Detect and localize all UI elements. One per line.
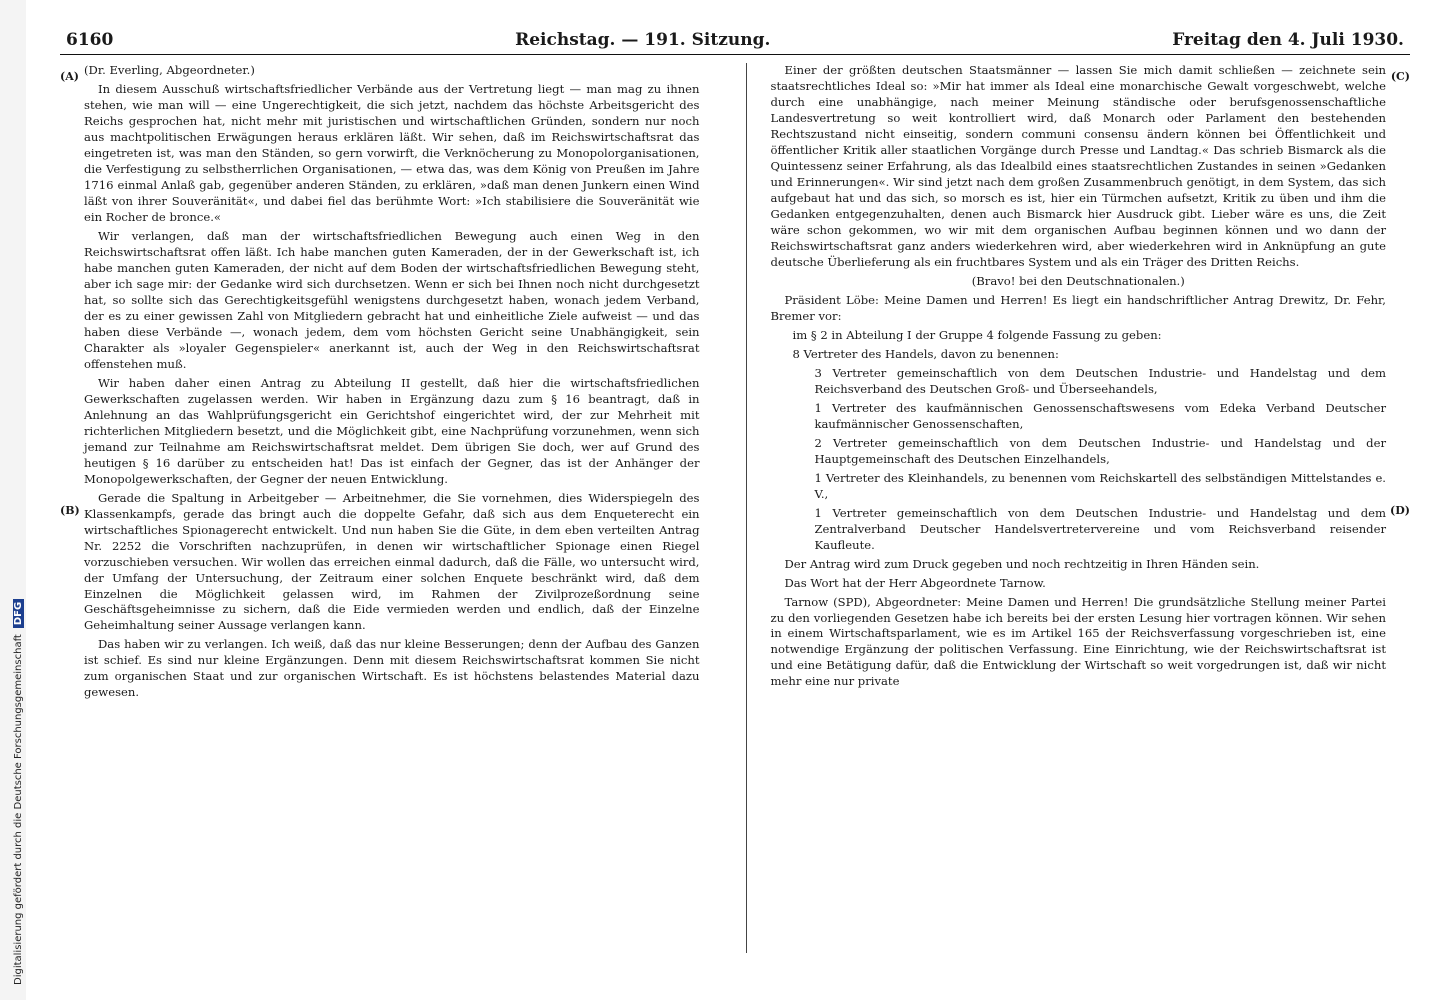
motion-item: 1 Vertreter des kaufmännischen Genossenschaftswesens vom Edeka Verband Deutscher kaufmännischer Genossenschaften, (814, 400, 1386, 431)
margin-marker-b: (B) (60, 504, 80, 517)
right-column (746, 63, 1411, 953)
print-note: Der Antrag wird zum Druck gegeben und noch rechtzeitig in Ihren Händen sein. (784, 556, 1260, 571)
page-number: 6160 (66, 30, 114, 50)
funding-credit (13, 599, 24, 985)
motion-item: 3 Vertreter gemeinschaftlich von dem Deutschen Industrie- und Handelstag und dem Reichsverband des Deutschen Groß- und Überseehandels, (814, 365, 1386, 396)
dfg-logo: DFG (13, 599, 24, 628)
paragraph: Das haben wir zu verlangen. Ich weiß, daß das nur kleine Besserungen; denn der Aufbau des Ganzen ist schief. Es sind nur kleine Ergänzungen. Denn mit diesem Reichswirtschaftsrat kommen Sie nicht zum organischen Staat und zur organischen Wirtschaft. Es ist höchstens belastendes Material dazu gewesen. (84, 637, 700, 700)
digitization-sidebar (0, 0, 26, 1000)
margin-marker-c: (C) (1390, 70, 1410, 83)
applause-note: (Bravo! bei den Deutschnationalen.) (971, 273, 1185, 288)
session-date: Freitag den 4. Juli 1930. (1172, 30, 1404, 50)
president-statement: Präsident Löbe: Meine Damen und Herren! Es liegt ein handschriftlicher Antrag Drewitz, Dr. Fehr, Bremer vor: (770, 292, 1386, 323)
paragraph: In diesem Ausschuß wirtschaftsfriedlicher Verbände aus der Vertretung liegt — man mag zu ihnen stehen, wie man will — eine Ungerechtigkeit, die sich jetzt, nachdem das höchste Arbeitsgericht des Reichs gesprochen hat, nicht mehr mit juristischen und wirtschaftlichen Gründen, sondern nur noch aus machtpolitischen Erwägungen heraus erklären läßt. Wir sehen, daß im Reichswirtschaftsrat das eingetreten ist, was man den Ständen, so gern vorwirft, die Verknöcherung zu Monopolorganisationen, die Verfestigung zu selbstherrlichen Organisationen, — etwa das, was dem König von Preußen im Jahre 1716 einmal Anlaß gab, gegenüber anderen Ständen, zu erklären, »daß man denen Junkern einen Wind läßt von ihrer Souveränität«, und dabei fiel das berühmte Wort: »Ich stabilisiere die Souveränität wie ein Rocher de bronce.« (84, 81, 700, 224)
speaker-line: (Dr. Everling, Abgeordneter.) (84, 63, 255, 77)
page-title: Reichstag. — 191. Sitzung. (515, 30, 771, 50)
margin-marker-d: (D) (1390, 504, 1410, 517)
document-page (60, 30, 1410, 970)
motion-lead: im § 2 in Abteilung I der Gruppe 4 folgende Fassung zu geben: (792, 327, 1162, 342)
margin-marker-a: (A) (60, 70, 79, 83)
funding-credit-text: Digitalisierung gefördert durch die Deutsche Forschungsgemeinschaft (13, 634, 24, 985)
left-column (60, 63, 724, 953)
motion-item: 1 Vertreter gemeinschaftlich von dem Deutschen Industrie- und Handelstag und dem Zentralverband Deutscher Handelsvertretervereine und vom Reichsverband reisender Kaufleute. (814, 505, 1386, 552)
paragraph: Wir verlangen, daß man der wirtschaftsfriedlichen Bewegung auch einen Weg in den Reichswirtschaftsrat offen läßt. Ich habe manchen guten Kameraden, der in der Gewerkschaft ist, ich habe manchen guten Kameraden, der nicht auf dem Boden der wirtschaftsfriedlichen Bewegung steht, aber ich sage mir: der Gedanke wird sich durchsetzen. Wenn er sich bei Ihnen noch nicht durchgesetzt hat, so sollte sich das Gerechtigkeitsgefühl wenigstens durchgesetzt haben, wonach jedem Verband, der es zu einer gewissen Zahl von Mitgliedern gebracht hat und einheitliche Ziele aufweist — und das haben diese Verbände —, wonach jedem, dem vom höchsten Gericht seine Unabhängigkeit, sein Charakter als »loyaler Gegenspieler« anerkannt ist, auch der Weg in den Reichswirtschaftsrat offenstehen muß. (84, 228, 700, 371)
paragraph: Einer der größten deutschen Staatsmänner — lassen Sie mich damit schließen — zeichnete sein staatsrechtliches Ideal so: »Mir hat immer als Ideal eine monarchische Gewalt vorgeschwebt, welche durch eine unabhängige, nach meiner Meinung ständische oder berufsgenossenschaftliche Landesvertretung so weit kontrolliert wird, daß Monarch oder Parlament den bestehenden Rechtszustand nicht einseitig, sondern communi consensu ändern können bei Öffentlichkeit und öffentlicher Kritik aller staatlichen Vorgänge durch Presse und Landtag.« Das schrieb Bismarck als die Quintessenz seiner Erfahrung, als das Idealbild eines staatsrechtlichen Zustandes in seinen »Gedanken und Erinnerungen«. Wir sind jetzt nach dem großen Zusammenbruch genötigt, in dem System, das sich aufgebaut hat und das sich, so morsch es ist, hier ein Türmchen aufsetzt, Kritik zu üben und ihm die Gedanken entgegenzuhalten, denen auch Bismarck hier Ausdruck gibt. Lieber wäre es uns, die Zeit wäre schon gekommen, wo wir mit dem organischen Aufbau beginnen können und wo dann der Reichswirtschaftsrat ganz anders wiederkehren wird, aber wiederkehren wird in Anknüpfung an gute deutsche Überlieferung als ein fruchtbares System und als ein Träger des Dritten Reichs. (770, 63, 1386, 269)
motion-item: 2 Vertreter gemeinschaftlich von dem Deutschen Industrie- und Handelstag und der Hauptgemeinschaft des Deutschen Einzelhandels, (814, 435, 1386, 466)
paragraph: Gerade die Spaltung in Arbeitgeber — Arbeitnehmer, die Sie vornehmen, dies Widerspiegeln des Klassenkampfs, gerade das bringt auch die doppelte Gefahr, daß sich aus dem Enqueterecht ein wirtschaftliches Spionagerecht entwickelt. Und nun haben Sie die Güte, in dem eben verteilten Antrag Nr. 2252 die Vorschriften nachzuprüfen, in denen wir wirtschaftlicher Spionage einen Riegel vorzuschieben versuchen. Wir wollen das erreichen einmal dadurch, daß die Fälle, wo untersucht wird, der Umfang der Untersuchung, der Zeitraum einer solchen Enquete beschränkt wird, daß dem Einzelnen die Möglichkeit gelassen wird, im Rahmen der Zivilprozeßordnung seine Geschäftsgeheimnisse zu sichern, daß die Eide vermieden werden und endlich, daß der Einzelne Geheimhaltung seiner Aussage verlangen kann. (84, 490, 700, 633)
paragraph: Wir haben daher einen Antrag zu Abteilung II gestellt, daß hier die wirtschaftsfriedlichen Gewerkschaften zugelassen werden. Wir haben in Ergänzung dazu zum § 16 beantragt, daß in Anlehnung an das Wahlprüfungsgericht ein Gerichtshof eingerichtet wird, der zur Mehrheit mit richterlichen Mitgliedern besetzt, und die Möglichkeit gibt, eine Nachprüfung vorzunehmen, wenn sich jemand zur Teilnahme am Reichswirtschaftsrat meldet. Dem übrigen Sie doch, wer auf Grund des heutigen § 16 darüber zu entscheiden hat! Das ist einfach der Gegner, das ist der Anhänger der Monopolgewerkschaften, der Gegner der neuen Entwicklung. (84, 375, 700, 486)
text-columns (60, 55, 1410, 953)
running-head (60, 30, 1410, 55)
tarnow-speech: Tarnow (SPD), Abgeordneter: Meine Damen und Herren! Die grundsätzliche Stellung meiner Partei zu den vorliegenden Gesetzen habe ich bereits bei der ersten Lesung hier vortragen können. Wir sehen in einem Wirtschaftsparlament, wie es im Artikel 165 der Reichsverfassung vorgeschrieben ist, eine notwendige Ergänzung der politischen Verfassung. Eine Einrichtung, wie der Reichswirtschaftsrat ist und eine Betätigung dafür, daß die Entwicklung der Wirtschaft so weit vorgedrungen ist, daß wir nicht mehr eine nur private (770, 594, 1386, 689)
floor-given: Das Wort hat der Herr Abgeordnete Tarnow. (784, 575, 1046, 590)
motion-item: 1 Vertreter des Kleinhandels, zu benennen vom Reichskartell des selbständigen Mittelstandes e. V., (814, 470, 1386, 501)
motion-count: 8 Vertreter des Handels, davon zu benennen: (792, 346, 1059, 361)
